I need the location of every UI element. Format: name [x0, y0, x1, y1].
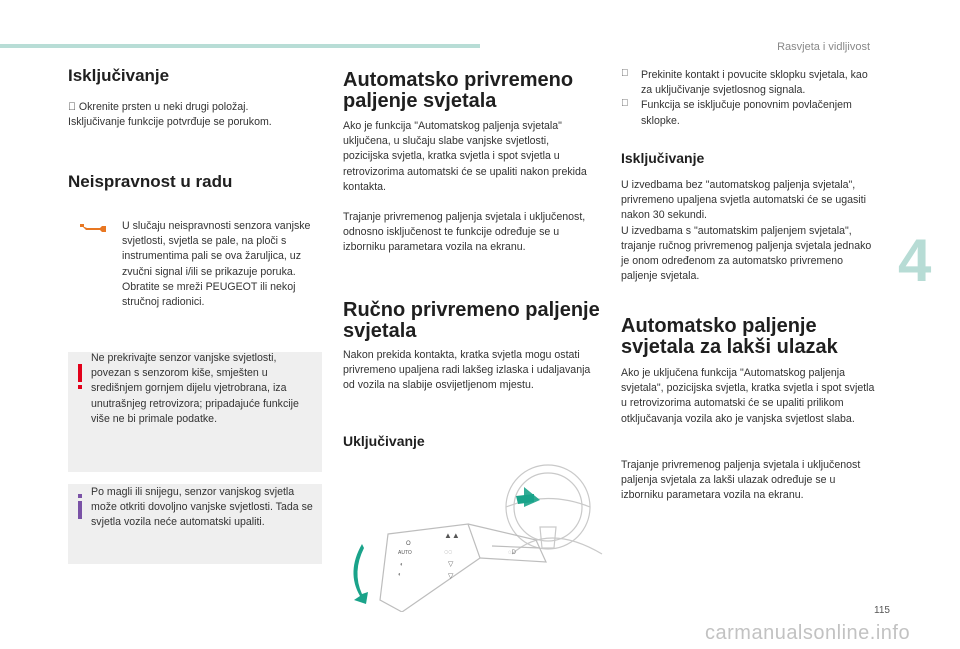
heading-iskljucivanje: Isključivanje	[68, 66, 170, 85]
svg-text:O: O	[406, 541, 411, 547]
watermark: carmanualsonline.info	[705, 622, 911, 644]
svg-text:▽: ▽	[448, 573, 454, 580]
heading-rucno: Ručno privremeno paljenje svjetala	[343, 299, 600, 342]
warning-box	[68, 352, 322, 472]
info-icon	[74, 494, 86, 520]
text-rucno: Nakon prekida kontakta, kratka svjetla mogu ostati privremeno upaljena radi lakšeg izlaska i udaljavanja od vozila na slabije osvijetljenom mjestu.	[343, 349, 591, 392]
bullet-arrow-icon	[621, 68, 633, 98]
list-item: Prekinite kontakt i povucite sklopku svjetala, kao za uključivanje svjetlosnog signala.	[621, 68, 879, 98]
info-text: Po magli ili snijegu, senzor vanjskog svjetla može otkriti dovoljno vanjske svjetlosti. Tada se svjetla vozila neće automatski upaliti.	[91, 486, 313, 529]
chapter-tab-number: 4	[898, 227, 932, 294]
text-neispravnost: U slučaju neispravnosti senzora vanjske svjetlosti, svjetla se pale, na ploči s instrumentima pali se ova žaruljica, uz zvučni signal i/ili se prikazuje poruka. Obratite se mreži PEUGEOT ili nekoj stručnoj radionici.	[122, 220, 311, 309]
svg-text:◌◌: ◌◌	[444, 549, 453, 556]
heading-lakse-ulazak: Automatsko paljenje svjetala za lakši ulazak	[621, 315, 838, 358]
header-accent-bar	[0, 44, 480, 48]
svg-text:◐: ◐	[400, 562, 404, 568]
bullet-list	[621, 68, 879, 129]
list-item: Funkcija se isključuje ponovnim povlačenjem sklopke.	[621, 98, 879, 128]
heading-neispravnost: Neispravnost u radu	[68, 172, 233, 191]
warning-text: Ne prekrivajte senzor vanjske svjetlosti, povezan s senzorom kiše, smješten u središnjem gornjem dijelu vjetrobrana, iza unutrašnjeg retrovizora; pripadajuće funkcije više ne bi primale podatke.	[91, 352, 299, 425]
text-lakse-2: Trajanje privremenog paljenja svjetala i uključenost paljenja svjetala za lakši ulazak određuje se u izborniku parametara vozila na ekranu.	[621, 459, 861, 502]
stalk-illustration	[340, 462, 610, 612]
text-automatsko-2: Trajanje privremenog paljenja svjetala i uključenost, odnosno isključenost te funkcije određuje se u izborniku parametara vozila na ekranu.	[343, 211, 586, 254]
text-lakse-1: Ako je uključena funkcija "Automatskog paljenja svjetala", pozicijska svjetla, kratka svjetla i spot svjetla u retrovizorima automatski će se upaliti prilikom otključavanja vozila ako je vanjska svjetlost slaba.	[621, 367, 875, 425]
info-box	[68, 484, 322, 564]
wrench-icon	[80, 222, 108, 241]
chapter-title: Rasvjeta i vidljivost	[777, 41, 870, 53]
svg-text:▽: ▽	[448, 561, 454, 568]
page-number: 115	[874, 605, 890, 616]
stalk-auto-label: AUTO	[398, 550, 412, 556]
heading-iskljucivanje-2: Isključivanje	[621, 150, 705, 166]
text-iskljucivanje-2: U izvedbama bez "automatskog paljenja svjetala", privremeno upaljena svjetla automatski će se ugasiti nakon 30 sekundi. U izvedbama s "automatskim paljenjem svjetala", trajanje ručnog privremenog paljenja svjetala jednako je onom određenom za automatsko privremeno paljenje svjetala.	[621, 179, 872, 283]
svg-text:◌D: ◌D	[508, 550, 516, 556]
bullet-arrow-icon	[621, 98, 633, 128]
heading-ukljucivanje: Uključivanje	[343, 433, 425, 449]
svg-text:▲▲: ▲▲	[444, 531, 460, 540]
heading-automatsko-privremeno: Automatsko privremeno paljenje svjetala	[343, 69, 574, 112]
exclamation-icon	[74, 364, 86, 390]
svg-text:◐: ◐	[398, 572, 402, 578]
text-automatsko-1: Ako je funkcija "Automatskog paljenja svjetala" uključena, u slučaju slabe vanjske svjetlosti, pozicijska svjetla, kratka svjetla i spot svjetla u retrovizorima automatski će se upaliti nakon prekida kontakta.	[343, 120, 587, 193]
text-iskljucivanje: Okrenite prsten u neki drugi položaj. Isključivanje funkcije potvrđuje se porukom.	[68, 101, 272, 129]
